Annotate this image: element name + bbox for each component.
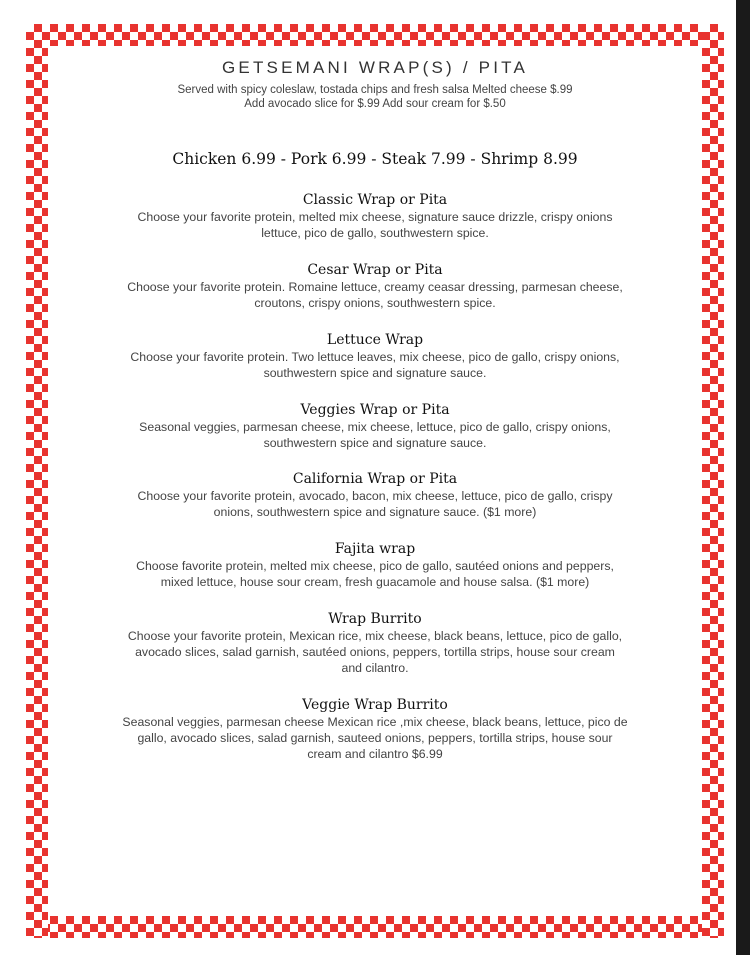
menu-item-classic-wrap [48,191,702,241]
menu-item-fajita-wrap [48,540,702,590]
item-desc-line: mixed lettuce, house sour cream, fresh guacamole and house salsa. ($1 more) [160,575,590,589]
protein-prices: Chicken 6.99 - Pork 6.99 - Steak 7.99 - Shrimp 8.99 [172,150,578,168]
item-desc-line: Choose your favorite protein. Two lettuce leaves, mix cheese, pico de gallo, crispy onions, [130,350,620,364]
item-desc-line: Seasonal veggies, parmesan cheese, mix cheese, lettuce, pico de gallo, crispy onions, [139,420,611,434]
menu-title: GETSEMANI WRAP(S) / PITA [221,58,528,77]
item-name: Cesar Wrap or Pita [307,262,443,278]
item-desc-line: avocado slices, salad garnish, sautéed onions, peppers, tortilla strips, house sour cream [135,645,615,659]
item-desc-line: gallo, avocado slices, salad garnish, sauteed onions, peppers, tortilla strips, house sour [137,731,613,745]
menu-subtitle [48,83,702,111]
item-desc-line: onions, southwestern spice and signature sauce. ($1 more) [213,505,537,519]
item-name: Fajita wrap [334,541,416,557]
item-name: Wrap Burrito [328,611,422,627]
item-desc-line: cream and cilantro $6.99 [307,747,443,761]
menu-item-lettuce-wrap [48,331,702,381]
item-name: Veggie Wrap Burrito [302,697,448,713]
item-desc-line: Choose your favorite protein, Mexican rice, mix cheese, black beans, lettuce, pico de gallo, [127,629,623,643]
menu-item-cesar-wrap [48,261,702,311]
subtitle-line-2: Add avocado slice for $.99 Add sour cream for $.50 [244,98,506,110]
item-desc-line: Choose your favorite protein. Romaine lettuce, creamy ceasar dressing, parmesan cheese, [127,280,623,294]
item-desc-line: southwestern spice and signature sauce. [263,366,487,380]
item-desc-line: Choose your favorite protein, avocado, bacon, mix cheese, lettuce, pico de gallo, crispy [137,489,613,503]
menu-item-veggie-wrap-burrito [48,696,702,762]
checkered-border-top [26,24,724,46]
item-desc-line: and cilantro. [341,661,409,675]
checkered-border-left [26,24,48,938]
item-name: Veggies Wrap or Pita [300,402,450,418]
item-name: Classic Wrap or Pita [302,192,448,208]
item-desc-line: lettuce, pico de gallo, southwestern spice. [261,226,489,240]
item-desc-line: Choose favorite protein, melted mix cheese, pico de gallo, sautéed onions and peppers, [136,559,614,573]
item-desc-line: southwestern spice and signature sauce. [263,436,487,450]
menu-item-veggies-wrap [48,401,702,451]
item-name: California Wrap or Pita [292,471,458,487]
item-desc-line: Seasonal veggies, parmesan cheese Mexican rice ,mix cheese, black beans, lettuce, pico de [122,715,628,729]
item-desc-line: croutons, crispy onions, southwestern spice. [254,296,496,310]
item-name: Lettuce Wrap [326,332,424,348]
subtitle-line-1: Served with spicy coleslaw, tostada chips and fresh salsa Melted cheese $.99 [177,84,573,96]
checkered-border-bottom [26,916,724,938]
item-desc-line: Choose your favorite protein, melted mix cheese, signature sauce drizzle, crispy onions [137,210,613,224]
checkered-border-right [702,24,724,938]
menu-item-wrap-burrito [48,610,702,676]
menu-content [48,46,702,916]
menu-item-california-wrap [48,470,702,520]
